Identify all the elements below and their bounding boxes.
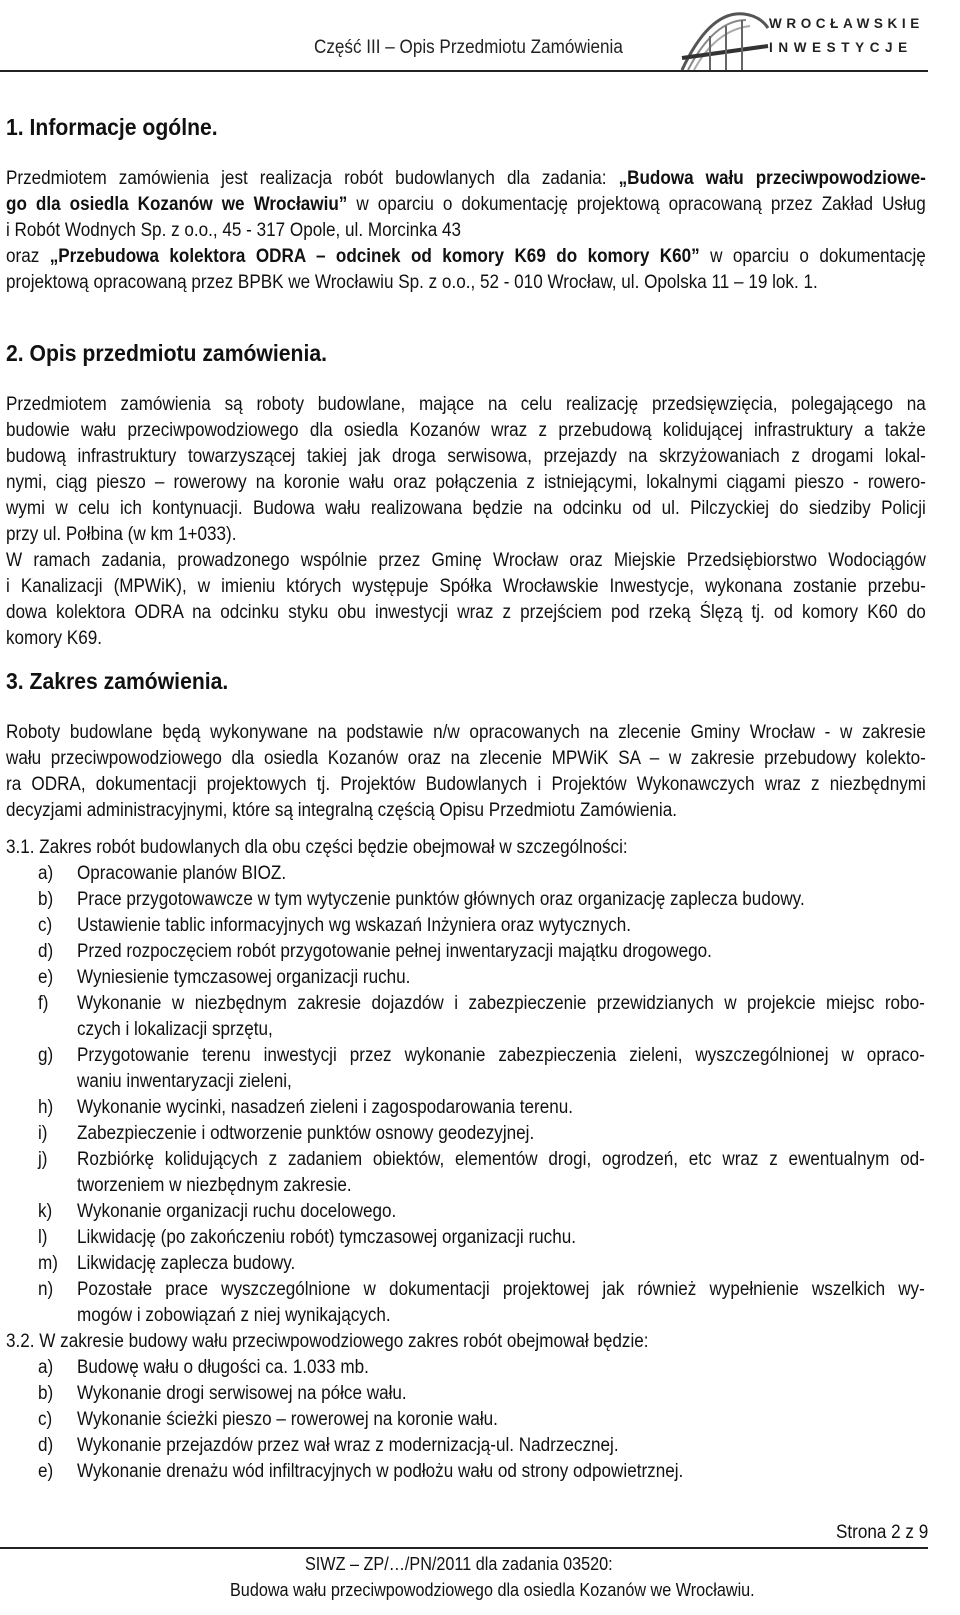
text: w oparciu o dokumentację projektową opracowaną przez Zakład Usług [347,194,926,215]
subsection-heading [6,835,628,861]
footer-line-1: SIWZ – ZP/…/PN/2011 dla zadania 03520: [305,1554,613,1574]
list-item-text: Opracowanie planów BIOZ. [77,863,287,884]
list-item-label: m) [38,1253,58,1274]
section-3-paragraph-line: wału przeciwpowodziowego dla osiedla Kozanów oraz na zlecenie MPWiK SA – w zakresie przebudowy kolekto- [6,748,926,769]
subsection-heading [6,1329,649,1355]
list-item-label: b) [38,1383,54,1404]
list-item-text: Pozostałe prace wyszczególnione w dokumentacji projektowej jak również wypełnienie wszelkich wy- [77,1279,925,1300]
list-item-label: h) [38,1097,54,1118]
list-item-text: Prace przygotowawcze w tym wytyczenie punktów głównych oraz organizację zaplecza budowy. [77,889,805,910]
section-2-paragraph-line: nymi, ciąg pieszo – rowerowy na koronie wału oraz połączenia z istniejącymi, lokalnymi ciągami pieszo - rowero- [6,472,926,493]
list-item-text: Wykonanie w niezbędnym zakresie dojazdów i zabezpieczenie przewidzianych w projekcie miejsc robo- [77,993,925,1014]
section-2-paragraph-line: budową infrastruktury towarzyszącej takiej jak droga serwisowa, przejazdy na skrzyżowaniach z drogami lokal- [6,446,926,467]
list-item-label: c) [38,1409,53,1430]
list-item-label: j) [38,1149,48,1170]
list-item-label: b) [38,889,54,910]
footer-line-2: Budowa wału przeciwpowodziowego dla osiedla Kozanów we Wrocławiu. [230,1580,755,1600]
list-item-text: Wykonanie wycinki, nasadzeń zieleni i zagospodarowania terenu. [77,1097,574,1118]
list-item-text: waniu inwentaryzacji zieleni, [77,1071,292,1092]
list-item-label: i) [38,1123,48,1144]
bold-text: go dla osiedla Kozanów we Wrocławiu” [6,194,348,215]
section-2-heading: 2. Opis przedmiotu zamówienia. [6,340,327,366]
text: i Robót Wodnych Sp. z o.o., 45 - 317 Opole, ul. Morcinka 43 [6,220,461,241]
text: w oparciu o dokumentację [699,246,926,267]
page-number: Strona 2 z 9 [836,1522,929,1543]
bold-text: „Przebudowa kolektora ODRA – odcinek od komory K69 do komory K60” [49,246,700,267]
list-item-text: Wykonanie ścieżki pieszo – rowerowej na koronie wału. [77,1409,498,1430]
list-item-text: Wykonanie przejazdów przez wał wraz z modernizacją-ul. Nadrzecznej. [77,1435,619,1456]
list-item-text: tworzeniem w niezbędnym zakresie. [77,1175,352,1196]
list-item-label: k) [38,1201,53,1222]
bridge-logo-icon [680,6,770,72]
section-1-paragraph-line [6,192,926,218]
section-2-paragraph-line: W ramach zadania, prowadzonego wspólnie przez Gminę Wrocław oraz Miejskie Przedsiębiorstwo Wodociągów [6,550,926,571]
subsection-intro: W zakresie budowy wału przeciwpowodziowego zakres robót obejmował będzie: [39,1331,649,1352]
logo-text-line1: WROCŁAWSKIE [769,16,924,31]
text: oraz [6,246,50,267]
list-item-text: mogów i zobowiązań z niej wynikających. [77,1305,391,1326]
section-2-paragraph-line: dowa kolektora ODRA na odcinku styku obu inwestycji wraz z przejściem pod rzeką Ślęzą tj. od komory K60 do [6,602,926,623]
list-item-text: Wykonanie drogi serwisowej na półce wału. [77,1383,407,1404]
list-item-text: Rozbiórkę kolidujących z zadaniem obiektów, elementów drogi, ogrodzeń, etc wraz z ewentualnym od- [77,1149,925,1170]
list-item-text: Wykonanie drenażu wód infiltracyjnych w podłożu wału od strony odpowietrznej. [77,1461,684,1482]
list-item-text: Budowę wału o długości ca. 1.033 mb. [77,1357,369,1378]
subsection-number: 3.1. [6,837,40,858]
list-item-text: czych i lokalizacji sprzętu, [77,1019,273,1040]
list-item-label: a) [38,1357,54,1378]
section-1-paragraph-line [6,218,461,244]
section-3-heading: 3. Zakres zamówienia. [6,668,229,694]
section-2-paragraph-line: i Kanalizacji (MPWiK), w imieniu których występuje Spółka Wrocławskie Inwestycje, wykonana zostanie przebu- [6,576,926,597]
section-2-paragraph-line: komory K69. [6,628,102,649]
list-item-text: Przed rozpoczęciem robót przygotowanie pełnej inwentaryzacji majątku drogowego. [77,941,712,962]
list-item-label: a) [38,863,54,884]
company-logo [680,6,924,72]
section-1-paragraph-line [6,270,818,296]
section-1-paragraph-line [6,166,926,192]
list-item-text: Wyniesienie tymczasowej organizacji ruchu. [77,967,411,988]
section-2-paragraph-line: wymi w celu ich kontynuacji. Budowa wału realizowana będzie na odcinku od ul. Pilczyckiej do siedziby Policji [6,498,926,519]
text: projektową opracowaną przez BPBK we Wrocławiu Sp. z o.o., 52 - 010 Wrocław, ul. Opolska 11 – 19 lok. 1. [6,272,818,293]
header-divider [0,70,928,72]
list-item-label: n) [38,1279,54,1300]
section-3-paragraph-line: decyzjami administracyjnymi, które są integralną częścią Opisu Przedmiotu Zamówienia. [6,800,677,821]
section-2-paragraph-line: Przedmiotem zamówienia są roboty budowlane, mające na celu realizację przedsięwzięcia, polegającego na [6,394,926,415]
section-2-paragraph-line: przy ul. Połbina (w km 1+033). [6,524,237,545]
list-item-label: e) [38,1461,54,1482]
subsection-number: 3.2. [6,1331,40,1352]
logo-text-line2: INWESTYCJE [769,40,913,55]
list-item-label: d) [38,941,54,962]
list-item-text: Likwidację (po zakończeniu robót) tymczasowej organizacji ruchu. [77,1227,576,1248]
list-item-text: Likwidację zaplecza budowy. [77,1253,296,1274]
list-item-label: f) [38,993,49,1014]
list-item-text: Ustawienie tablic informacyjnych wg wskazań Inżyniera oraz wytycznych. [77,915,632,936]
section-3-paragraph-line: Roboty budowlane będą wykonywane na podstawie n/w opracowanych na zlecenie Gminy Wrocław - w zakresie [6,722,926,743]
section-3-paragraph-line: ra ODRA, dokumentacji projektowych tj. Projektów Budowlanych i Projektów Wykonawczych wraz z niezbędnymi [6,774,926,795]
list-item-label: g) [38,1045,54,1066]
list-item-label: d) [38,1435,54,1456]
list-item-text: Przygotowanie terenu inwestycji przez wykonanie zabezpieczenia zieleni, wyszczególnionej w opraco- [77,1045,925,1066]
list-item-label: c) [38,915,53,936]
subsection-intro: Zakres robót budowlanych dla obu części będzie obejmował w szczególności: [39,837,628,858]
section-1-heading: 1. Informacje ogólne. [6,114,218,140]
list-item-text: Zabezpieczenie i odtworzenie punktów osnowy geodezyjnej. [77,1123,535,1144]
page-header-title: Część III – Opis Przedmiotu Zamówienia [314,37,623,58]
list-item-text: Wykonanie organizacji ruchu docelowego. [77,1201,397,1222]
list-item-label: l) [38,1227,48,1248]
section-1-paragraph-line [6,244,926,270]
bold-text: „Budowa wału przeciwpowodziowe- [618,168,926,189]
text: Przedmiotem zamówienia jest realizacja robót budowlanych dla zadania: [6,168,619,189]
section-2-paragraph-line: budowie wału przeciwpowodziowego dla osiedla Kozanów wraz z przebudową kolidującej infrastruktury a także [6,420,926,441]
footer-divider [0,1547,928,1549]
list-item-label: e) [38,967,54,988]
